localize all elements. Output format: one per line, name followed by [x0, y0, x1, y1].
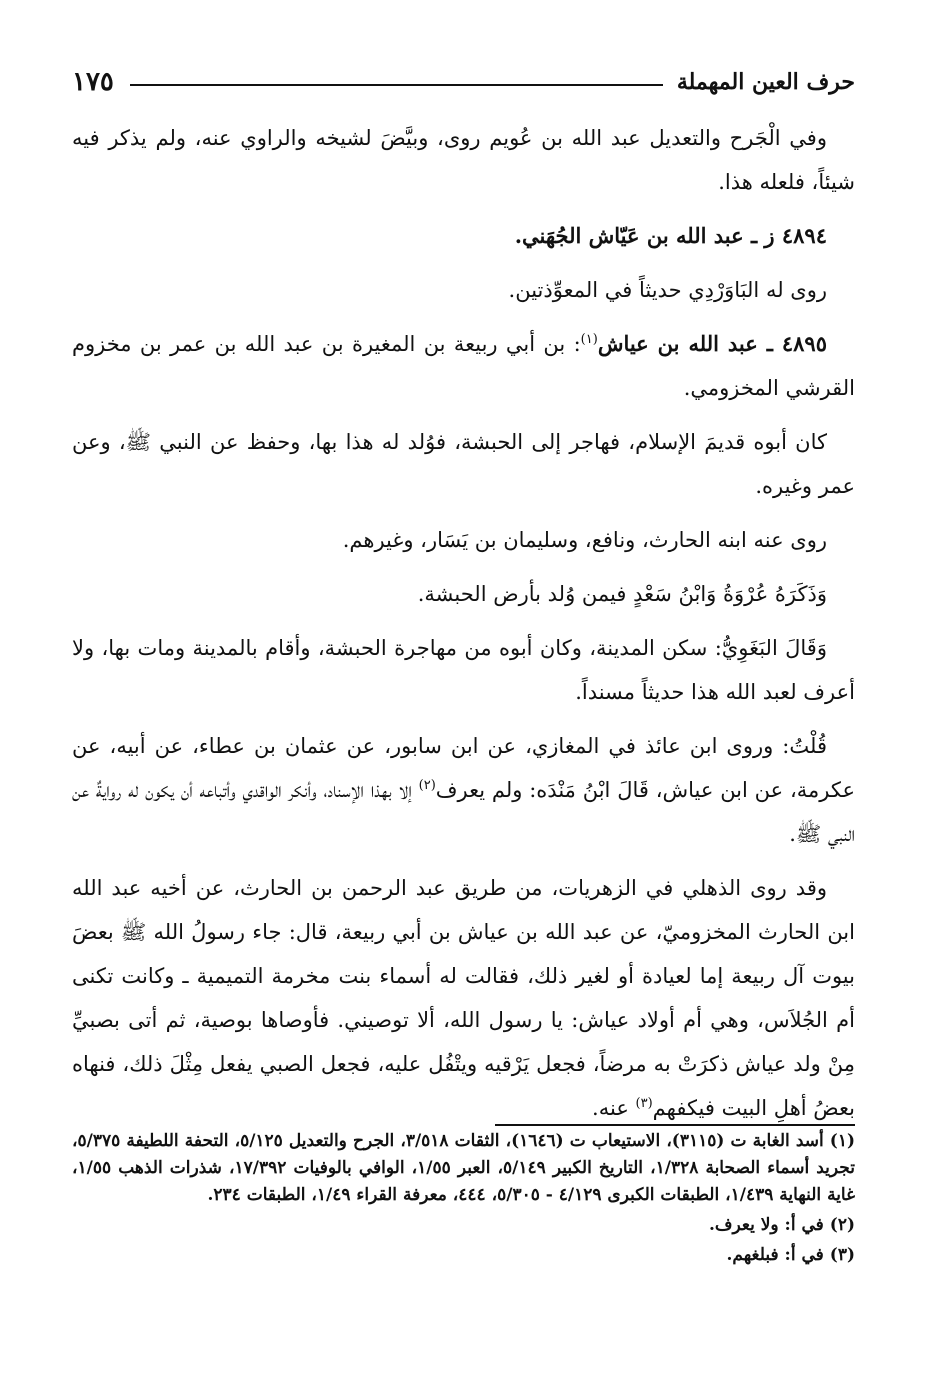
paragraph: كان أبوه قديمَ الإسلام، فهاجر إلى الحبشة، فوُلد له هذا بها، وحفظ عن النبي ﷺ، وعن عمر وغيره.	[72, 430, 855, 498]
chapter-title: حرف العين المهملة	[676, 69, 855, 95]
footnote-3	[72, 1242, 855, 1269]
paragraph-text: عنه.	[592, 1096, 636, 1120]
footnote-ref-3[interactable]: (٣)	[635, 1096, 653, 1111]
paragraph: وفي الْجَرح والتعديل عبد الله بن عُويم روى، وبيَّضَ لشيخه والراوي عنه، ولم يذكر فيه شيئاً، فلعله هذا.	[72, 126, 855, 194]
footnote-number: (٣)	[829, 1245, 855, 1265]
paragraph: وَذَكَرَهُ عُرْوَةُ وَابْنُ سَعْدٍ فيمن وُلد بأرض الحبشة.	[417, 582, 827, 606]
entry-4895	[72, 322, 855, 410]
paragraph	[72, 724, 855, 856]
page-header	[72, 58, 855, 106]
footnote-number: (٢)	[829, 1215, 855, 1235]
paragraph: روى عنه ابنه الحارث، ونافع، وسليمان بن يَسَار، وغيرهم.	[342, 528, 827, 552]
paragraph-text: قُلْتُ: وروى ابن عائذ في المغازي، عن ابن سابور، عن عثمان بن عطاء، عن أبيه، عن عكرمة، عن ابن عياش، قَالَ ابْنُ مَنْدَه: ولم يعرف	[72, 734, 855, 802]
entry-heading-4894: ٤٨٩٤ ز ـ عبد الله بن عَيّاش الجُهَني.	[514, 223, 827, 248]
paragraph-text: وقد روى الذهلي في الزهريات، من طريق عبد الرحمن بن الحارث، عن أخيه عبد الله ابن الحارث المخزوميّ، عن عبد الله بن عياش بن أبي ربيعة، قال: جاء رسولُ الله ﷺ بعضَ بيوت آل ربيعة إما لعيادة أو لغير ذلك، فقالت له أسماء بنت مخرمة التميمية ـ وكانت تكنى أم الجُلاَس، وهي أم أولاد عياش: يا رسول الله، ألا توصيني. فأوصاها بوصية، ثم أتى بصبيِّ مِنْ ولد عياش ذكرَتْ به مرضاً، فجعل يَرْقيه ويتْفُل عليه، فجعل الصبي يفعل مِثْلَ ذلك، فنهاه بعضُ أهلِ البيت فيكفهم	[72, 876, 855, 1120]
footnotes	[72, 1128, 855, 1272]
footnote-text: في أ: ولا يعرف.	[708, 1215, 824, 1235]
footnote-separator	[495, 1124, 855, 1126]
paragraph-text: إلا بهذا الإسناد، وأنكر الواقدي وأتباعه أن يكون له روايةٌ عن النبي ﷺ.	[72, 778, 855, 846]
footnote-number: (١)	[829, 1131, 856, 1151]
header-rule	[130, 84, 663, 86]
entry-text: : بن أبي ربيعة بن المغيرة بن عبد الله بن عمر بن مخزوم القرشي المخزومي.	[72, 332, 855, 400]
footnote-2	[72, 1212, 855, 1239]
footnote-text: في أ: فبلغهم.	[726, 1245, 824, 1265]
paragraph	[72, 866, 855, 1130]
footnote-text: أسد الغابة ت (٣١١٥)، الاستيعاب ت (١٦٤٦)، الثقات ٣/٥١٨، الجرح والتعديل ٥/١٢٥، التحفة اللطيفة ٥/٣٧٥، تجريد أسماء الصحابة ١/٣٢٨، التاريخ الكبير ٥/١٤٩، العبر ١/٥٥، الوافي بالوفيات ١٧/٣٩٢، شذرات الذهب ١/٥٥، غاية النهاية ١/٤٣٩، الطبقات الكبرى ٤/١٢٩ - ٥/٣٠٥، ٤٤٤، معرفة القراء ١/٤٩، الطبقات ٢٣٤.	[72, 1131, 855, 1205]
page-number: ١٧٥	[72, 67, 114, 97]
footnote-1	[72, 1128, 855, 1209]
entry-heading-4895: ٤٨٩٥ ـ عبد الله بن عياش	[597, 331, 827, 356]
main-text	[72, 116, 855, 1140]
footnote-ref-1[interactable]: (١)	[580, 332, 598, 347]
footnote-ref-2[interactable]: (٢)	[418, 778, 436, 793]
paragraph: روى له البَاوَرْدِي حديثاً في المعوِّذتين.	[508, 278, 827, 302]
paragraph: وَقَالَ البَغَوِيُّ: سكن المدينة، وكان أبوه من مهاجرة الحبشة، وأقام بالمدينة ومات بها، ولا أعرف لعبد الله هذا حديثاً مسنداً.	[72, 636, 855, 704]
